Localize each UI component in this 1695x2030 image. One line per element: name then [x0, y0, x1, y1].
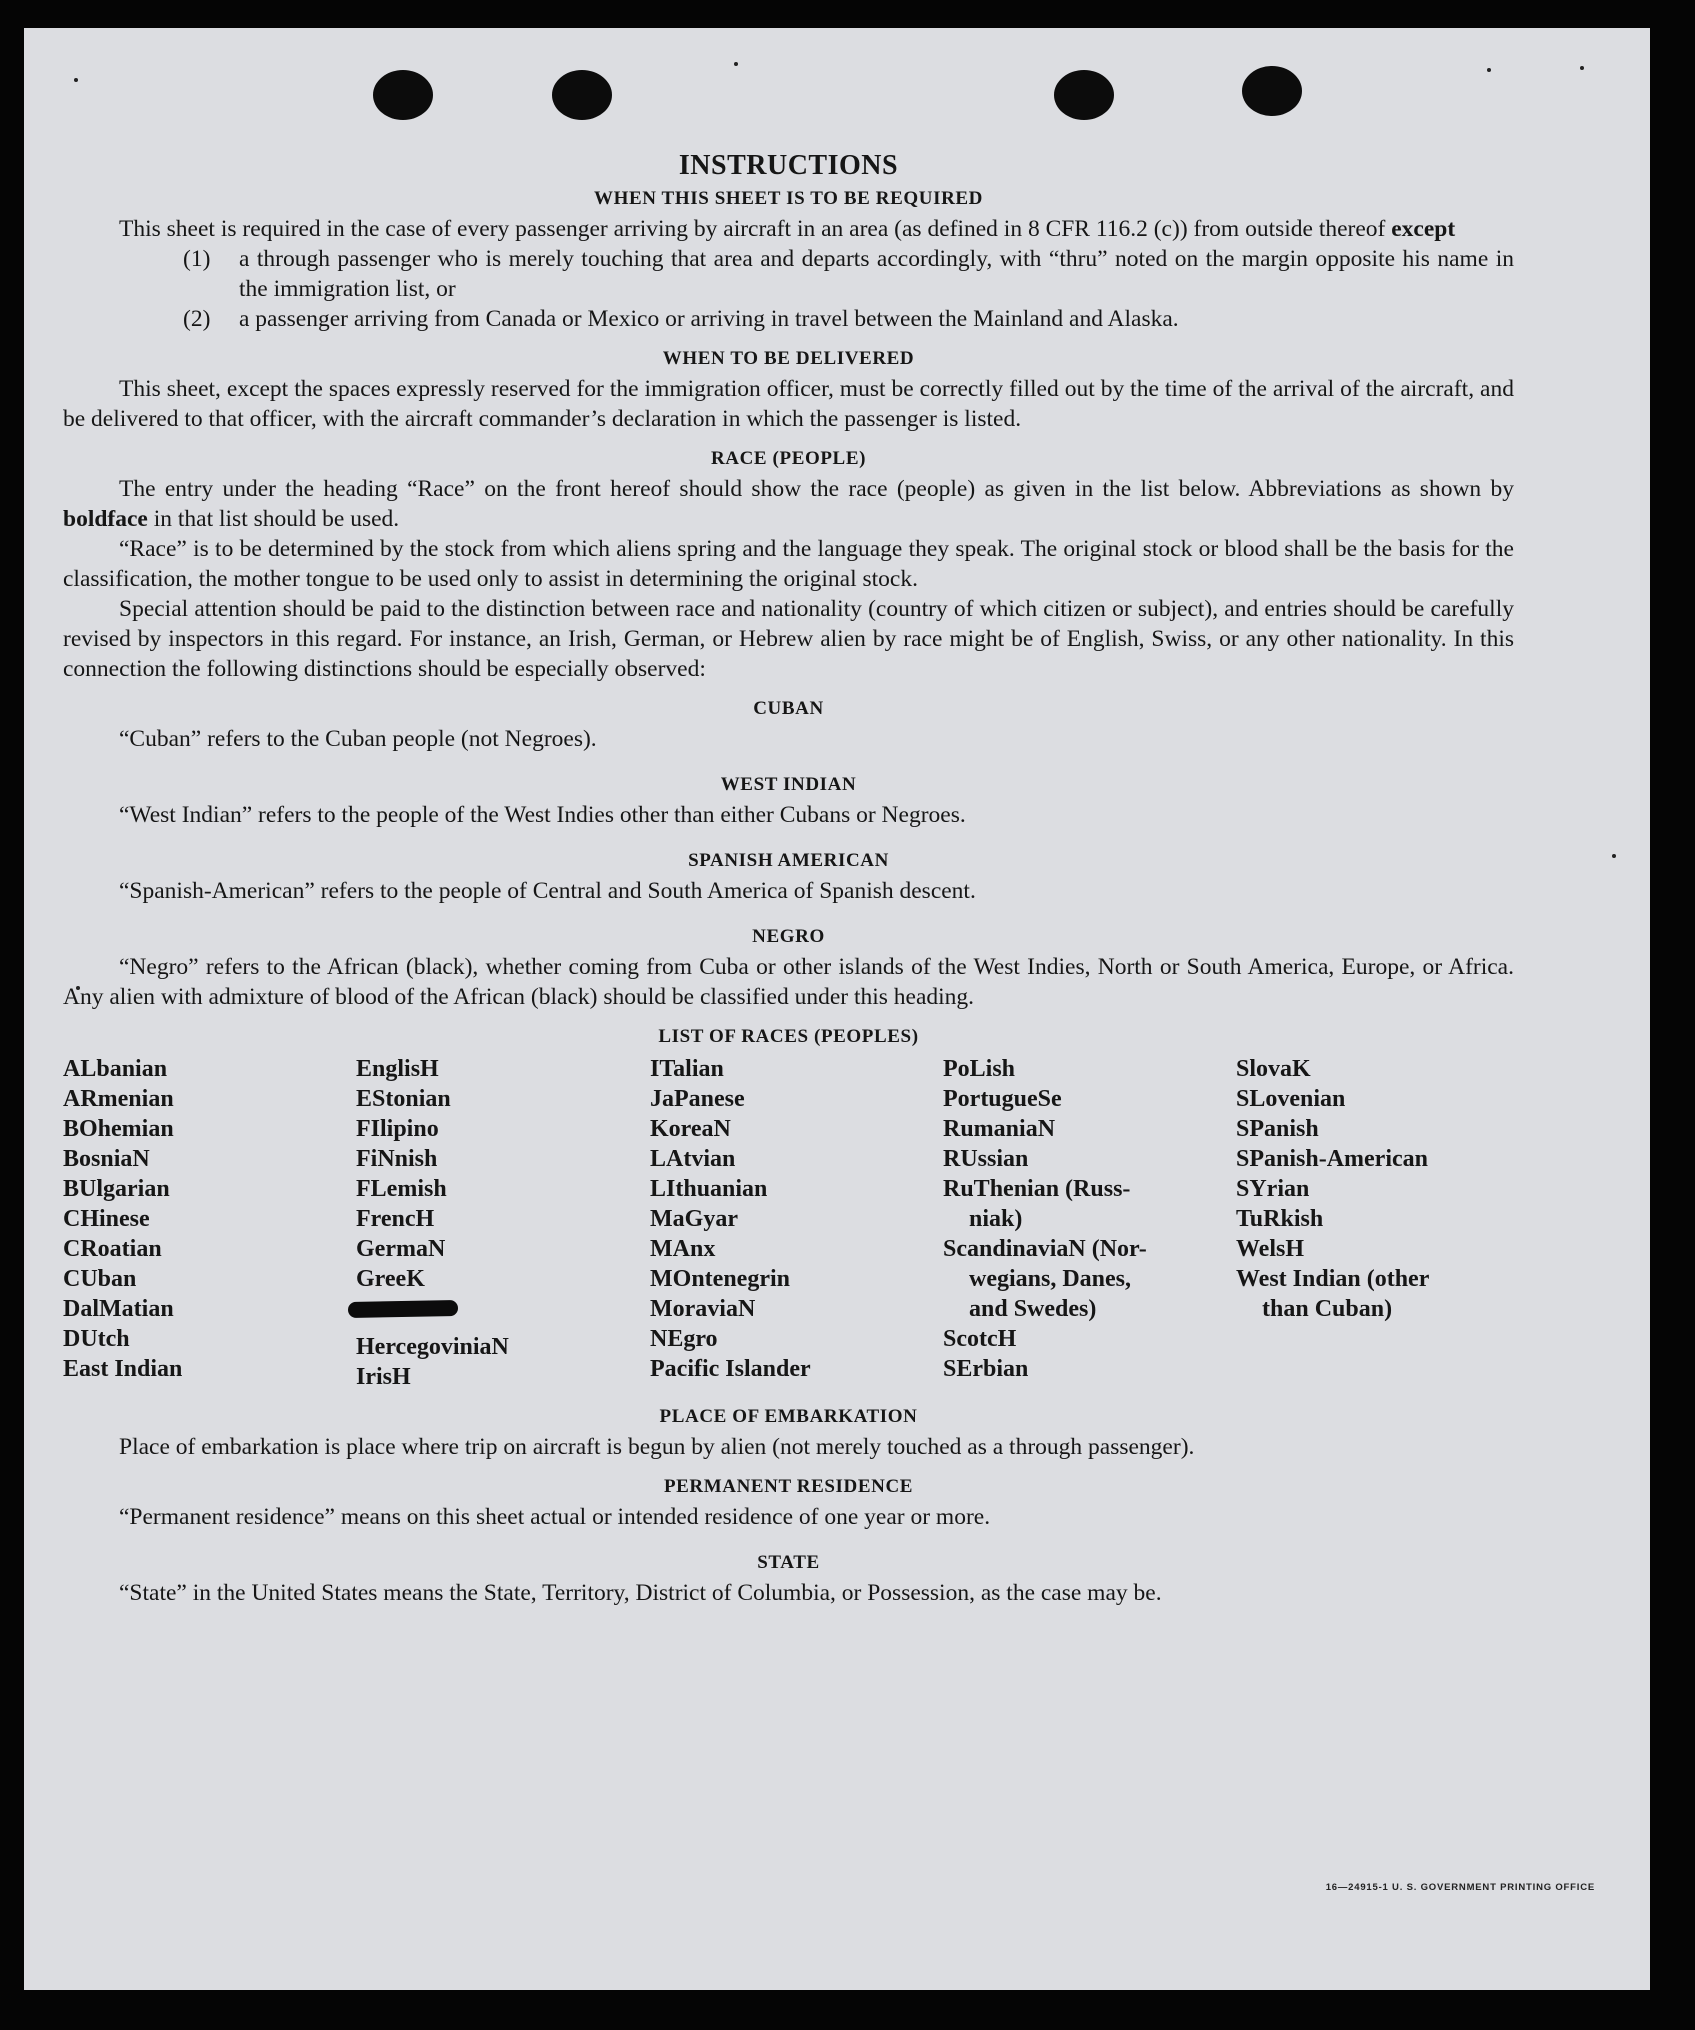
race-entry: MoraviaN [650, 1296, 756, 1322]
section-heading-race: RACE (PEOPLE) [710, 448, 867, 469]
race-entry: SPanish-American [1236, 1146, 1428, 1172]
speck [734, 62, 738, 66]
race-entry: LIthuanian [650, 1176, 768, 1202]
speck [74, 78, 78, 82]
race-entry: SErbian [943, 1356, 1029, 1382]
speck [1487, 68, 1491, 72]
cuban-text: “Cuban” refers to the Cuban people (not Negroes). [119, 726, 597, 752]
printer-imprint: 16—24915-1 U. S. GOVERNMENT PRINTING OFFICE [1325, 1882, 1595, 1893]
punch-hole [552, 70, 612, 120]
race-entry: IrisH [356, 1364, 411, 1390]
exception-item: (2) a passenger arriving from Canada or Mexico or arriving in travel between the Mainland and Alaska. [183, 306, 1179, 332]
race-entry: LAtvian [650, 1146, 736, 1172]
race-entry: FrencH [356, 1206, 435, 1232]
race-entry: WelsH [1236, 1236, 1305, 1262]
required-intro: This sheet is required in the case of every passenger arriving by aircraft in an area (as defined in 8 CFR 116.2 (c)) from outside thereof except [119, 216, 1456, 242]
residence-text: “Permanent residence” means on this sheet actual or intended residence of one year or more. [119, 1504, 991, 1530]
race-entry: FLemish [356, 1176, 447, 1202]
race-entry: RUssian [943, 1146, 1029, 1172]
race-entry-continued: niak) [969, 1206, 1023, 1232]
race-entry: MaGyar [650, 1206, 738, 1232]
section-heading-state: STATE [757, 1552, 820, 1573]
section-heading-required: WHEN THIS SHEET IS TO BE REQUIRED [593, 188, 984, 209]
section-heading-delivered: WHEN TO BE DELIVERED [662, 348, 915, 369]
race-entry: BUlgarian [63, 1176, 170, 1202]
state-text: “State” in the United States means the State, Territory, District of Columbia, or Possession, as the case may be. [119, 1580, 1162, 1606]
race-entry: DalMatian [63, 1296, 174, 1322]
race-entry: CUban [63, 1266, 137, 1292]
race-entry-continued: and Swedes) [969, 1296, 1097, 1322]
race-entry: SYrian [1236, 1176, 1310, 1202]
section-heading-races-list: LIST OF RACES (PEOPLES) [658, 1026, 919, 1047]
race-paragraph-2: “Race” is to be determined by the stock from which aliens spring and the language they speak. The original stock or blood shall be the basis for the classification, the mother tongue to be used only to assist in determining the original stock. [63, 536, 1514, 592]
race-entry: RumaniaN [943, 1116, 1056, 1142]
race-entry: SLovenian [1236, 1086, 1346, 1112]
punch-hole [1054, 70, 1114, 120]
race-entry: Pacific Islander [650, 1356, 811, 1382]
race-entry: EStonian [356, 1086, 451, 1112]
race-entry: ALbanian [63, 1056, 168, 1082]
spanish-american-text: “Spanish-American” refers to the people of Central and South America of Spanish descent. [119, 878, 976, 904]
section-heading-cuban: CUBAN [753, 698, 824, 719]
races-column [1236, 1054, 1514, 1392]
punch-hole [1242, 66, 1302, 116]
section-heading-negro: NEGRO [752, 926, 825, 947]
speck [1612, 854, 1616, 858]
race-entry: FIlipino [356, 1116, 439, 1142]
section-heading-embarkation: PLACE OF EMBARKATION [659, 1406, 918, 1427]
race-entry: East Indian [63, 1356, 183, 1382]
redaction-mark [348, 1300, 458, 1318]
delivered-text: This sheet, except the spaces expressly reserved for the immigration officer, must be correctly filled out by the time of the arrival of the aircraft, and be delivered to that officer, with the aircraft commander’s declaration in which the passenger is listed. [63, 376, 1514, 432]
negro-text: “Negro” refers to the African (black), whether coming from Cuba or other islands of the West Indies, North or South America, Europe, or Africa. Any alien with admixture of blood of the African (black) should be classified under this heading. [63, 954, 1514, 1010]
race-entry: CRoatian [63, 1236, 162, 1262]
west-indian-text: “West Indian” refers to the people of the West Indies other than either Cubans or Negroes. [119, 802, 966, 828]
races-column [356, 1054, 650, 1392]
punch-hole [373, 70, 433, 120]
page-title: INSTRUCTIONS [678, 150, 899, 181]
race-entry: West Indian (other [1236, 1266, 1430, 1292]
race-entry: KoreaN [650, 1116, 731, 1142]
race-entry: HercegoviniaN [356, 1334, 509, 1360]
section-heading-residence: PERMANENT RESIDENCE [663, 1476, 914, 1497]
race-entry: NEgro [650, 1326, 718, 1352]
speck [1580, 66, 1584, 70]
race-entry: BOhemian [63, 1116, 174, 1142]
races-list [63, 1054, 1514, 1392]
redacted-entry [356, 1294, 650, 1332]
race-entry: CHinese [63, 1206, 150, 1232]
race-paragraph-1: The entry under the heading “Race” on the front hereof should show the race (people) as given in the list below. Abbreviations as shown by boldface in that list should be used. [63, 476, 1514, 532]
race-entry: MOntenegrin [650, 1266, 790, 1292]
section-heading-spanish-american: SPANISH AMERICAN [688, 850, 889, 871]
exception-item: (1) a through passenger who is merely touching that area and departs accordingly, with “thru” noted on the margin opposite his name in the immigration list, or [183, 246, 1514, 302]
race-entry-continued: wegians, Danes, [969, 1266, 1132, 1292]
race-entry: DUtch [63, 1326, 130, 1352]
race-entry: SPanish [1236, 1116, 1319, 1142]
race-entry: EnglisH [356, 1056, 439, 1082]
race-entry: ARmenian [63, 1086, 174, 1112]
race-entry: BosniaN [63, 1146, 150, 1172]
races-column [63, 1054, 356, 1392]
race-entry: PortugueSe [943, 1086, 1062, 1112]
races-column [943, 1054, 1236, 1392]
race-entry: FiNnish [356, 1146, 438, 1172]
race-entry: ITalian [650, 1056, 724, 1082]
race-paragraph-3: Special attention should be paid to the distinction between race and nationality (country of which citizen or subject), and entries should be carefully revised by inspectors in this regard. For instance, an Irish, German, or Hebrew alien by race might be of English, Swiss, or any other nationality. In this connection the following distinctions should be especially observed: [63, 596, 1514, 682]
embarkation-text: Place of embarkation is place where trip on aircraft is begun by alien (not merely touched as a through passenger). [119, 1434, 1195, 1460]
race-entry: ScandinaviaN (Nor- [943, 1236, 1147, 1262]
race-entry: GermaN [356, 1236, 446, 1262]
race-entry: SlovaK [1236, 1056, 1311, 1082]
race-entry: PoLish [943, 1056, 1016, 1082]
race-entry: RuThenian (Russ- [943, 1176, 1131, 1202]
instructions-content [63, 120, 1514, 1608]
section-heading-west-indian: WEST INDIAN [720, 774, 857, 795]
races-column [650, 1054, 943, 1392]
race-entry: MAnx [650, 1236, 716, 1262]
race-entry: JaPanese [650, 1086, 745, 1112]
race-entry: ScotcH [943, 1326, 1017, 1352]
race-entry: TuRkish [1236, 1206, 1324, 1232]
race-entry: GreeK [356, 1266, 425, 1292]
race-entry-continued: than Cuban) [1262, 1296, 1393, 1322]
